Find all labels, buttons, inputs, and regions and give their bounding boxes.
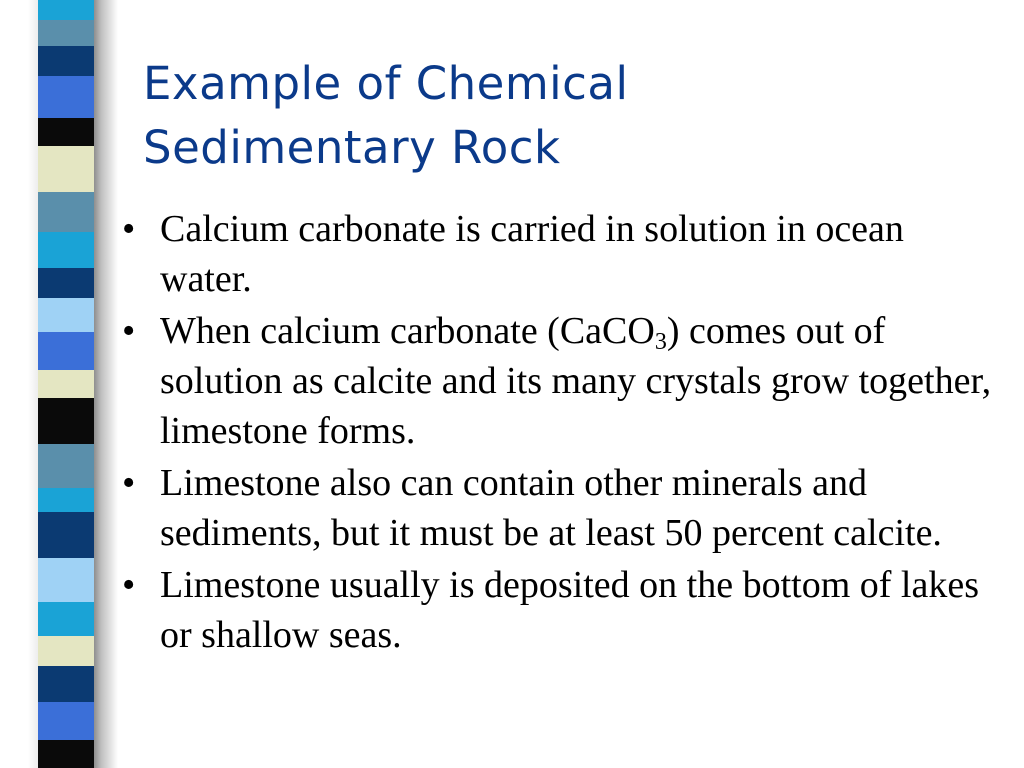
stripe-segment — [38, 192, 94, 232]
stripe-segment — [38, 332, 94, 370]
bullet-item — [118, 306, 998, 456]
stripe-segment — [38, 488, 94, 512]
stripe-segment — [38, 118, 94, 146]
bullet-item — [118, 204, 998, 304]
bullet-dot: • — [122, 208, 136, 250]
bullet-dot: • — [122, 462, 136, 504]
stripe-shadow — [90, 0, 118, 768]
bullet-item — [118, 458, 998, 558]
decorative-striped-bar — [38, 0, 94, 768]
stripe-segment — [38, 444, 94, 488]
stripe-segment — [38, 666, 94, 702]
bullet-dot: • — [122, 310, 136, 352]
stripe-segment — [38, 46, 94, 76]
stripe-segment — [38, 298, 94, 332]
stripe-segment — [38, 558, 94, 602]
stripe-segment — [38, 146, 94, 192]
bullet-text-pre: When calcium carbonate (CaCO — [160, 310, 655, 352]
stripe-segment — [38, 76, 94, 118]
bullet-list — [118, 204, 998, 662]
slide-title — [143, 52, 943, 180]
stripe-segment — [38, 636, 94, 666]
title-line-2: Sedimentary Rock — [143, 121, 561, 174]
stripe-segment — [38, 20, 94, 46]
bullet-text-post: ) comes out of solution as calcite and its many crystals grow together, limestone forms. — [160, 310, 992, 452]
stripe-segment — [38, 702, 94, 740]
bullet-text: Limestone usually is deposited on the bottom of lakes or shallow seas. — [160, 564, 979, 656]
stripe-segment — [38, 370, 94, 398]
bullet-subscript: 3 — [654, 329, 667, 355]
bullet-text: Limestone also can contain other minerals and sediments, but it must be at least 50 percent calcite. — [160, 462, 942, 554]
title-line-1: Example of Chemical — [143, 57, 629, 110]
stripe-segment — [38, 0, 94, 20]
stripe-segment — [38, 602, 94, 636]
stripe-segment — [38, 232, 94, 268]
stripe-segment — [38, 512, 94, 558]
bullet-text: Calcium carbonate is carried in solution in ocean water. — [160, 208, 904, 300]
stripe-segment — [38, 740, 94, 768]
bullet-dot: • — [122, 564, 136, 606]
stripe-segment — [38, 398, 94, 444]
stripe-segment — [38, 268, 94, 298]
bullet-item — [118, 560, 998, 660]
